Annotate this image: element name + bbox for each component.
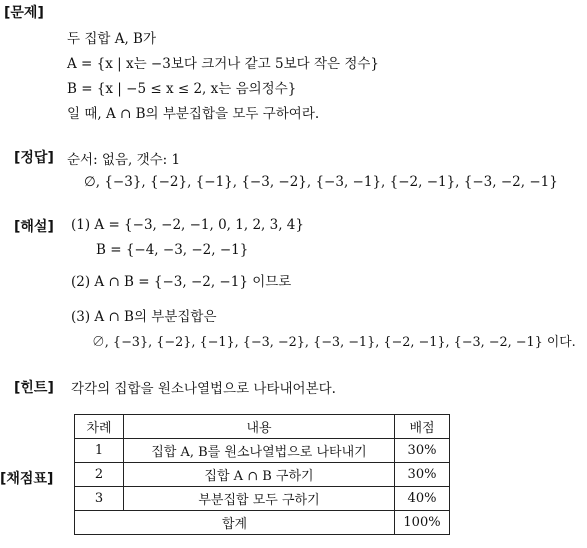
hint-label: [힌트] — [14, 380, 54, 396]
rubric-total-row — [75, 511, 450, 535]
rubric-cell-content: 집합 A, B를 원소나열법으로 나타내기 — [124, 439, 395, 463]
rubric-cell-points: 30% — [395, 439, 450, 463]
rubric-cell-points: 40% — [395, 487, 450, 511]
rubric-cell-order: 3 — [75, 487, 124, 511]
hint-text: 각각의 집합을 원소나열법으로 나타내어본다. — [71, 381, 336, 397]
problem-line-1: 두 집합 A, B가 — [67, 31, 156, 47]
rubric-header-content: 내용 — [124, 415, 395, 439]
rubric-cell-points: 30% — [395, 463, 450, 487]
rubric-cell-order: 2 — [75, 463, 124, 487]
explanation-label: [해설] — [14, 219, 54, 235]
answer-label: [정답] — [14, 150, 54, 166]
rubric-table — [74, 414, 450, 535]
explanation-line-1: (1) A = {−3, −2, −1, 0, 1, 2, 3, 4} — [71, 217, 304, 233]
table-row — [75, 463, 450, 487]
problem-line-4: 일 때, A ∩ B의 부분집합을 모두 구하여라. — [67, 106, 320, 122]
rubric-cell-content: 부분집합 모두 구하기 — [124, 487, 395, 511]
rubric-total-points: 100% — [395, 511, 450, 535]
answer-line-2: ∅, {−3}, {−2}, {−1}, {−3, −2}, {−3, −1}, {−2, −1}, {−3, −2, −1} — [84, 174, 558, 190]
problem-label: [문제] — [4, 5, 44, 21]
explanation-line-2: B = {−4, −3, −2, −1} — [96, 242, 249, 258]
answer-line-1: 순서: 없음, 갯수: 1 — [67, 152, 181, 168]
problem-line-3: B = {x | −5 ≤ x ≤ 2, x는 음의정수} — [67, 81, 297, 97]
rubric-cell-content: 집합 A ∩ B 구하기 — [124, 463, 395, 487]
explanation-line-5: ∅, {−3}, {−2}, {−1}, {−3, −2}, {−3, −1}, {−2, −1}, {−3, −2, −1} 이다. — [92, 335, 576, 350]
table-row — [75, 439, 450, 463]
rubric-cell-order: 1 — [75, 439, 124, 463]
table-row — [75, 487, 450, 511]
rubric-header-order: 차례 — [75, 415, 124, 439]
rubric-total-label: 합계 — [75, 511, 395, 535]
rubric-header-points: 배점 — [395, 415, 450, 439]
explanation-line-3: (2) A ∩ B = {−3, −2, −1} 이므로 — [71, 274, 292, 290]
rubric-label: [채점표] — [0, 471, 54, 487]
rubric-header-row — [75, 415, 450, 439]
explanation-line-4: (3) A ∩ B의 부분집합은 — [71, 309, 217, 325]
problem-line-2: A = {x | x는 −3보다 크거나 같고 5보다 작은 정수} — [67, 56, 379, 72]
